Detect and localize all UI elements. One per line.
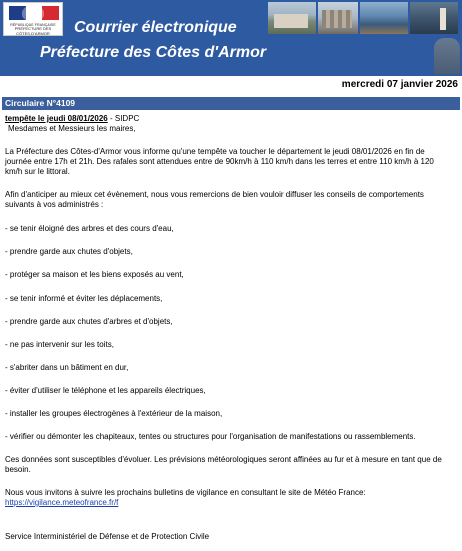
circular-header: [2, 97, 460, 110]
intro-line-2: journée entre 17h et 21h. Des rafales sont attendues entre de 90km/h à 110 km/h dans les terres et entre 110 km/h à 120: [5, 157, 434, 166]
list-item: - prendre garde aux chutes d'objets,: [5, 247, 133, 256]
message-sender: - SIDPC: [109, 114, 140, 123]
marianne-icon: [22, 5, 44, 21]
building-photo-icon: [268, 2, 316, 34]
vigilance-invite: Nous vous invitons à suivre les prochains bulletins de vigilance en consultant le site de Météo France:: [5, 488, 366, 497]
list-item: - se tenir informé et éviter les déplacements,: [5, 294, 163, 303]
message-subject-line: [5, 114, 139, 124]
list-item: - ne pas intervenir sur les toits,: [5, 340, 114, 349]
coast-photo-icon: [360, 2, 408, 34]
banner-subtitle: Préfecture des Côtes d'Armor: [40, 44, 267, 61]
list-item: - protéger sa maison et les biens exposés au vent,: [5, 270, 184, 279]
logo-motto: RÉPUBLIQUE FRANÇAISE: [10, 23, 56, 27]
signature: Service Interministériel de Défense et de Protection Civile: [5, 532, 210, 541]
evolution-line-2: besoin.: [5, 465, 31, 474]
advice-line-1: Afin d'anticiper au mieux cet évènement, nous vous remercions de bien vouloir diffuser les conseils de comportements: [5, 190, 424, 199]
list-item: - se tenir éloigné des arbres et des cours d'eau,: [5, 224, 174, 233]
header-banner: [0, 0, 462, 76]
evolution-line-1: Ces données sont susceptibles d'évoluer. Les prévisions météorologiques seront affinées au fur et à mesure en tant que de: [5, 455, 442, 464]
logo-prefecture-line1: PRÉFECTURE DES: [14, 26, 52, 31]
statue-icon: [434, 38, 460, 74]
prefecture-logo: [3, 2, 63, 36]
list-item: - vérifier ou démonter les chapiteaux, tentes ou structures pour l'organisation de manifestations ou rassemblements.: [5, 432, 416, 441]
banner-title: Courrier électronique: [74, 19, 237, 36]
list-item: - prendre garde aux chutes d'arbres et d'objets,: [5, 317, 173, 326]
advice-line-2: suivants à vos administrés :: [5, 200, 104, 209]
lighthouse-photo-icon: [410, 2, 458, 34]
list-item: - s'abriter dans un bâtiment en dur,: [5, 363, 129, 372]
meteofrance-link[interactable]: https://vigilance.meteofrance.fr/f: [5, 498, 119, 507]
circular-number: Circulaire N°4109: [5, 98, 76, 108]
list-item: - éviter d'utiliser le téléphone et les appareils électriques,: [5, 386, 206, 395]
town-photo-icon: [318, 2, 358, 34]
message-date: mercredi 07 janvier 2026: [341, 79, 458, 90]
list-item: - installer les groupes électrogènes à l'extérieur de la maison,: [5, 409, 223, 418]
logo-prefecture-line2: CÔTES-D'ARMOR: [16, 30, 50, 36]
message-subject: tempête le jeudi 08/01/2026: [5, 114, 108, 123]
intro-line-3: km/h sur le littoral.: [5, 167, 70, 176]
intro-line-1: La Préfecture des Côtes-d'Armor vous informe qu'une tempête va toucher le département le jeudi 08/01/2026 en fin de: [5, 147, 425, 156]
greeting: Mesdames et Messieurs les maires,: [8, 124, 136, 133]
